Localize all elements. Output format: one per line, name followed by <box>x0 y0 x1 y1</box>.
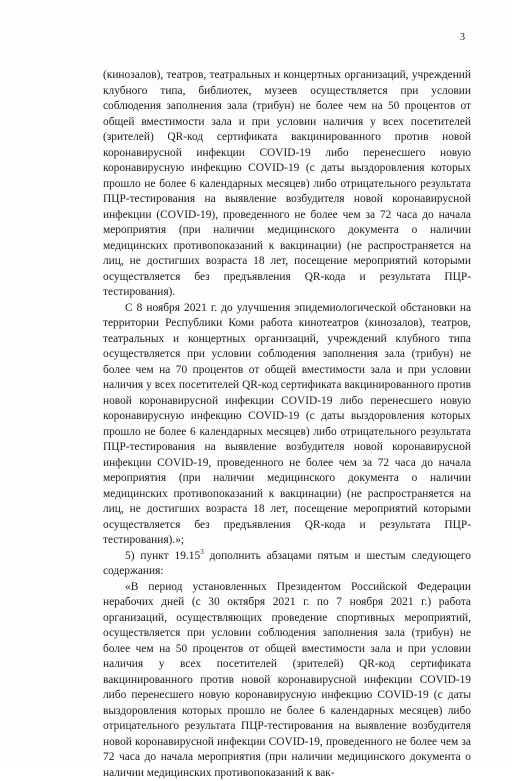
paragraph-continued: (кинозалов), театров, театральных и концертных организаций, учреждений клубного типа, библиотек, музеев осуществляется при условии соблюдения заполнения зала (трибун) не более чем на 50 процентов от общей вместимости зала и при условии наличия у всех посетителей (зрителей) QR-код сертификата вакцинированного против новой коронавирусной инфекции COVID-19 либо перенесшего новую коронавирусную инфекцию COVID-19 (с даты выздоровления которых прошло не более 6 календарных месяцев) либо отрицательного результата ПЦР-тестирования на выявление возбудителя новой коронавирусной инфекции (COVID-19), проведенного не более чем за 72 часа до начала мероприятия (при наличии медицинского документа о наличии медицинских противопоказаний к вакцинации) (не распространяется на лиц, не достигших возраста 18 лет, посещение мероприятий которыми осуществляется без предъявления QR-кода и результата ПЦР-тестирования). <box>103 68 471 301</box>
page-number: 3 <box>460 32 465 44</box>
item-5-superscript: 3 <box>200 548 204 556</box>
item-5-text-after: дополнить абзацами пятым и шестым следующего содержания: <box>103 550 471 578</box>
paragraph-sports-events: «В период установленных Президентом Российской Федерации нерабочих дней (с 30 октября 2021 г. по 7 ноября 2021 г.) работа организаций, осуществляющих проведение спортивных мероприятий, осуществляется при условии соблюдения заполнения зала (трибун) не более чем на 50 процентов от общей вместимости зала и при условии наличия у всех посетителей (зрителей) QR-код сертификата вакцинированного против новой коронавирусной инфекции COVID-19 либо перенесшего новую коронавирусную инфекцию COVID-19 (с даты выздоровления которых прошло не более 6 календарных месяцев) либо отрицательного результата ПЦР-тестирования на выявление возбудителя новой коронавирусной инфекции COVID-19, проведенного не более чем за 72 часа до начала мероприятия (при наличии медицинского документа о наличии медицинских противопоказаний к вак- <box>103 580 471 781</box>
paragraph-theaters-november: С 8 ноября 2021 г. до улучшения эпидемиологической обстановки на территории Республики Коми работа кинотеатров (кинозалов), театров, театральных и концертных организаций, учреждений клубного типа осуществляется при условии соблюдения заполнения зала (трибун) не более чем на 70 процентов от общей вместимости зала и при условии наличия у всех посетителей QR-код сертификата вакцинированного против новой коронавирусной инфекции COVID-19 либо перенесшего новую коронавирусную инфекцию COVID-19 (с даты выздоровления которых прошло не более 6 календарных месяцев) либо отрицательного результата ПЦР-тестирования на выявление возбудителя новой коронавирусной инфекции COVID-19, проведенного не более чем за 72 часа до начала мероприятия (при наличии медицинского документа о наличии медицинских противопоказаний к вакцинации) (не распространяется на лиц, не достигших возраста 18 лет, посещение мероприятий которыми осуществляется без предъявления QR-кода и результата ПЦР-тестирования).»; <box>103 301 471 549</box>
item-5-text-before: 5) пункт 19.15 <box>125 550 200 562</box>
document-body <box>103 68 471 781</box>
paragraph-item-5 <box>103 549 471 580</box>
